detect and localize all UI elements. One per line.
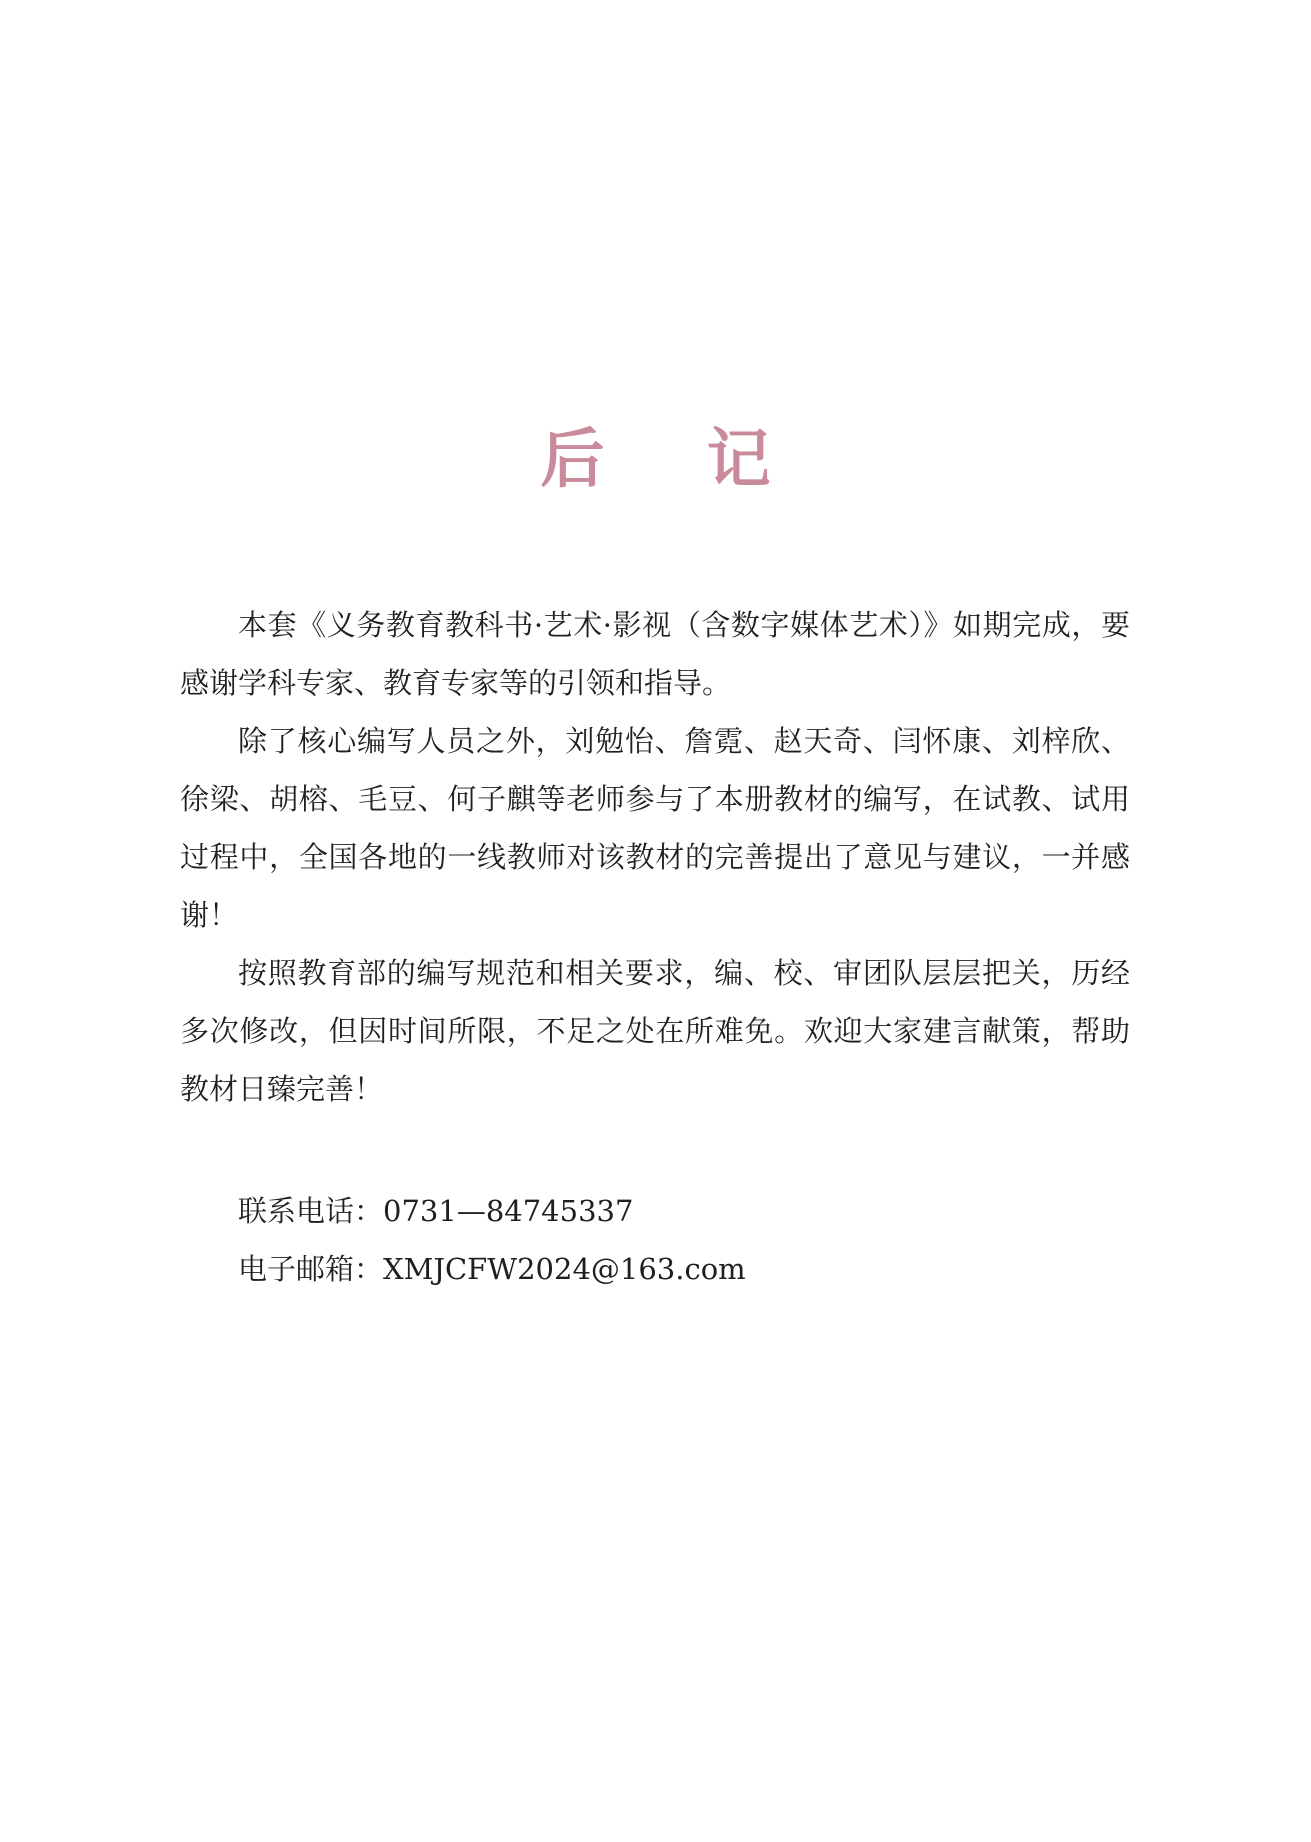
- paragraph-acknowledgement: 本套《义务教育教科书·艺术·影视（含数字媒体艺术）》如期完成，要感谢学科专家、教育专家等的引领和指导。: [180, 608, 1130, 700]
- contact-email-line: [238, 1240, 746, 1298]
- email-label: 电子邮箱：: [238, 1252, 384, 1286]
- paragraph-feedback: 按照教育部的编写规范和相关要求，编、校、审团队层层把关，历经多次修改，但因时间所限，不足之处在所难免。欢迎大家建言献策，帮助教材日臻完善！: [180, 956, 1130, 1106]
- contact-phone-line: [238, 1182, 746, 1240]
- postscript-body: [180, 596, 1130, 1118]
- email-address: XMJCFW2024@163.com: [383, 1252, 746, 1286]
- page-title: 后 记: [540, 422, 811, 497]
- phone-label: 联系电话：: [238, 1194, 384, 1228]
- contact-info: [238, 1182, 746, 1298]
- phone-number: 0731—84745337: [383, 1194, 634, 1228]
- paragraph-contributors: 除了核心编写人员之外，刘勉怡、詹霓、赵天奇、闫怀康、刘梓欣、徐梁、胡榕、毛豆、何子麒等老师参与了本册教材的编写，在试教、试用过程中，全国各地的一线教师对该教材的完善提出了意见与建议，一并感谢！: [180, 724, 1130, 932]
